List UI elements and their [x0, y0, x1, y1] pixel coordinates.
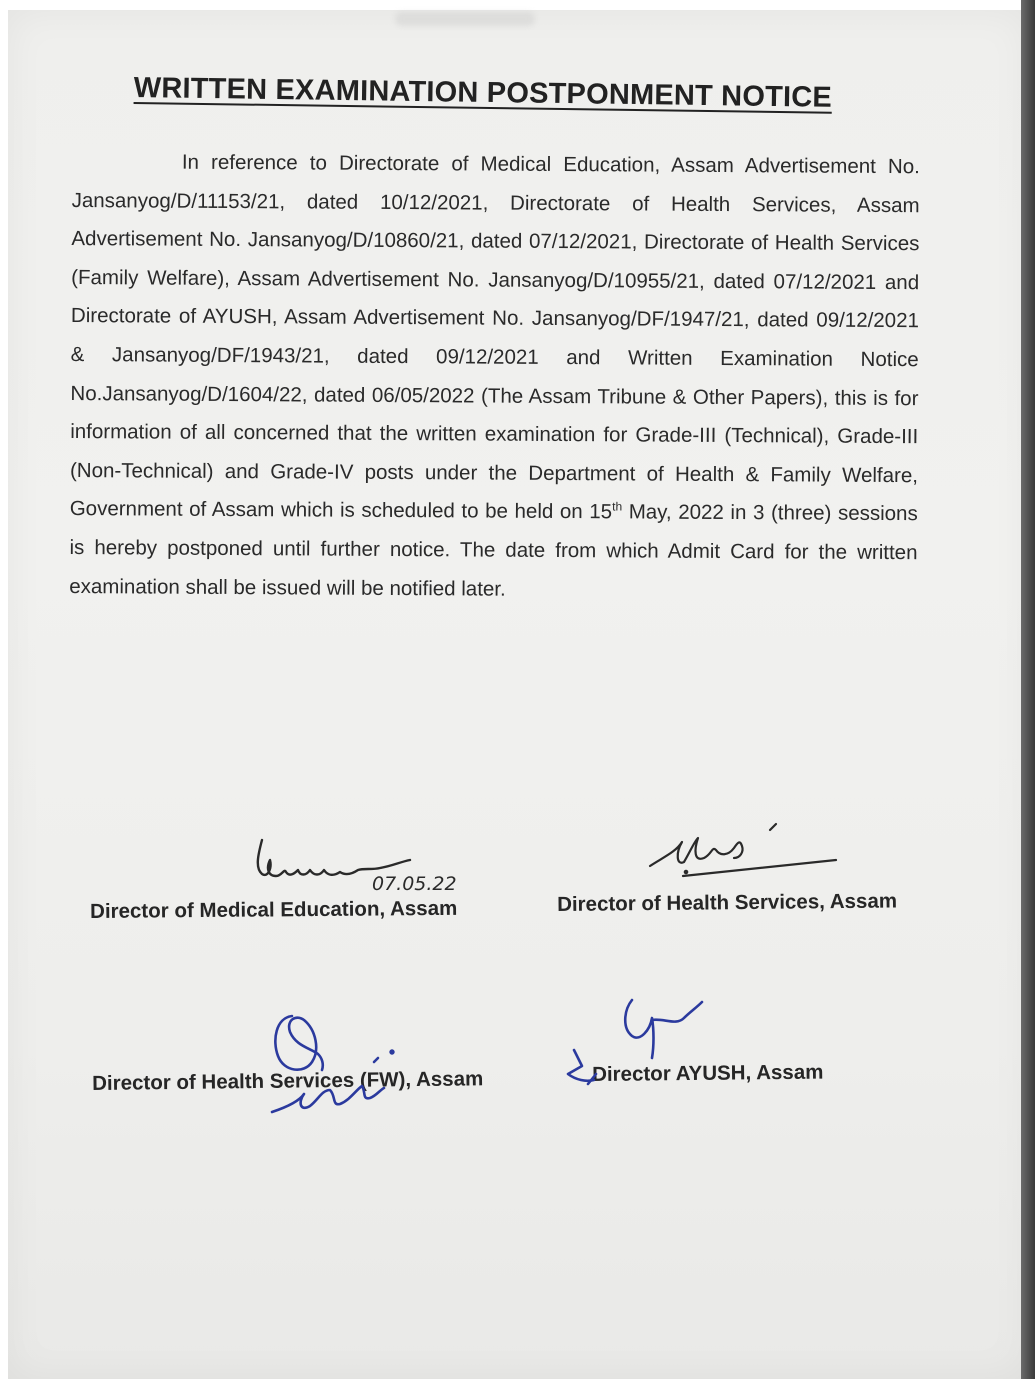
notice-body	[69, 143, 920, 611]
notice-paragraph	[69, 143, 920, 611]
paragraph-text-start: In reference to Directorate of Medical Education, Assam Advertisement No. Jansanyog/D/11153/21, dated 10/12/2021, Directorate of Health Services, Assam Advertisement No. Jansanyog/D/10860/21, dated 07/12/2021, Directorate of Health Services (Family Welfare), Assam Advertisement No. Jansanyog/D/10955/21, dated 07/12/2021 and Directorate of AYUSH, Assam Advertisement No. Jansanyog/DF/1947/21, dated 09/12/2021 & Jansanyog/DF/1943/21, dated 09/12/2021 and Written Examination Notice No.Jansanyog/D/1604/22, dated 06/05/2022 (The Assam Tribune & Other Papers), this is for information of all concerned that the written examination for Grade-III (Technical), Grade-III (Non-Technical) and Grade-IV posts under the Department of Health & Family Welfare, Government of Assam which is scheduled to be held on 15	[69, 150, 920, 524]
signatory-ayush-label: Director AYUSH, Assam	[592, 1060, 824, 1086]
dme-handwritten-date: 07.05.22	[372, 873, 457, 895]
notice-title: WRITTEN EXAMINATION POSTPONMENT NOTICE	[133, 72, 833, 114]
paragraph-text-end: May, 2022 in 3 (three) sessions is hereby postponed until further notice. The date from which Admit Card for the written examination shall be issued will be notified later.	[69, 500, 918, 601]
signatory-dhs-label: Director of Health Services, Assam	[557, 889, 898, 916]
background-edge	[1021, 0, 1035, 1379]
signatory-dme-label: Director of Medical Education, Assam	[90, 896, 458, 923]
paper-smudge	[395, 12, 535, 26]
ordinal-suffix: th	[612, 499, 623, 514]
signatory-dhs-fw-label: Director of Health Services (FW), Assam	[92, 1067, 484, 1095]
